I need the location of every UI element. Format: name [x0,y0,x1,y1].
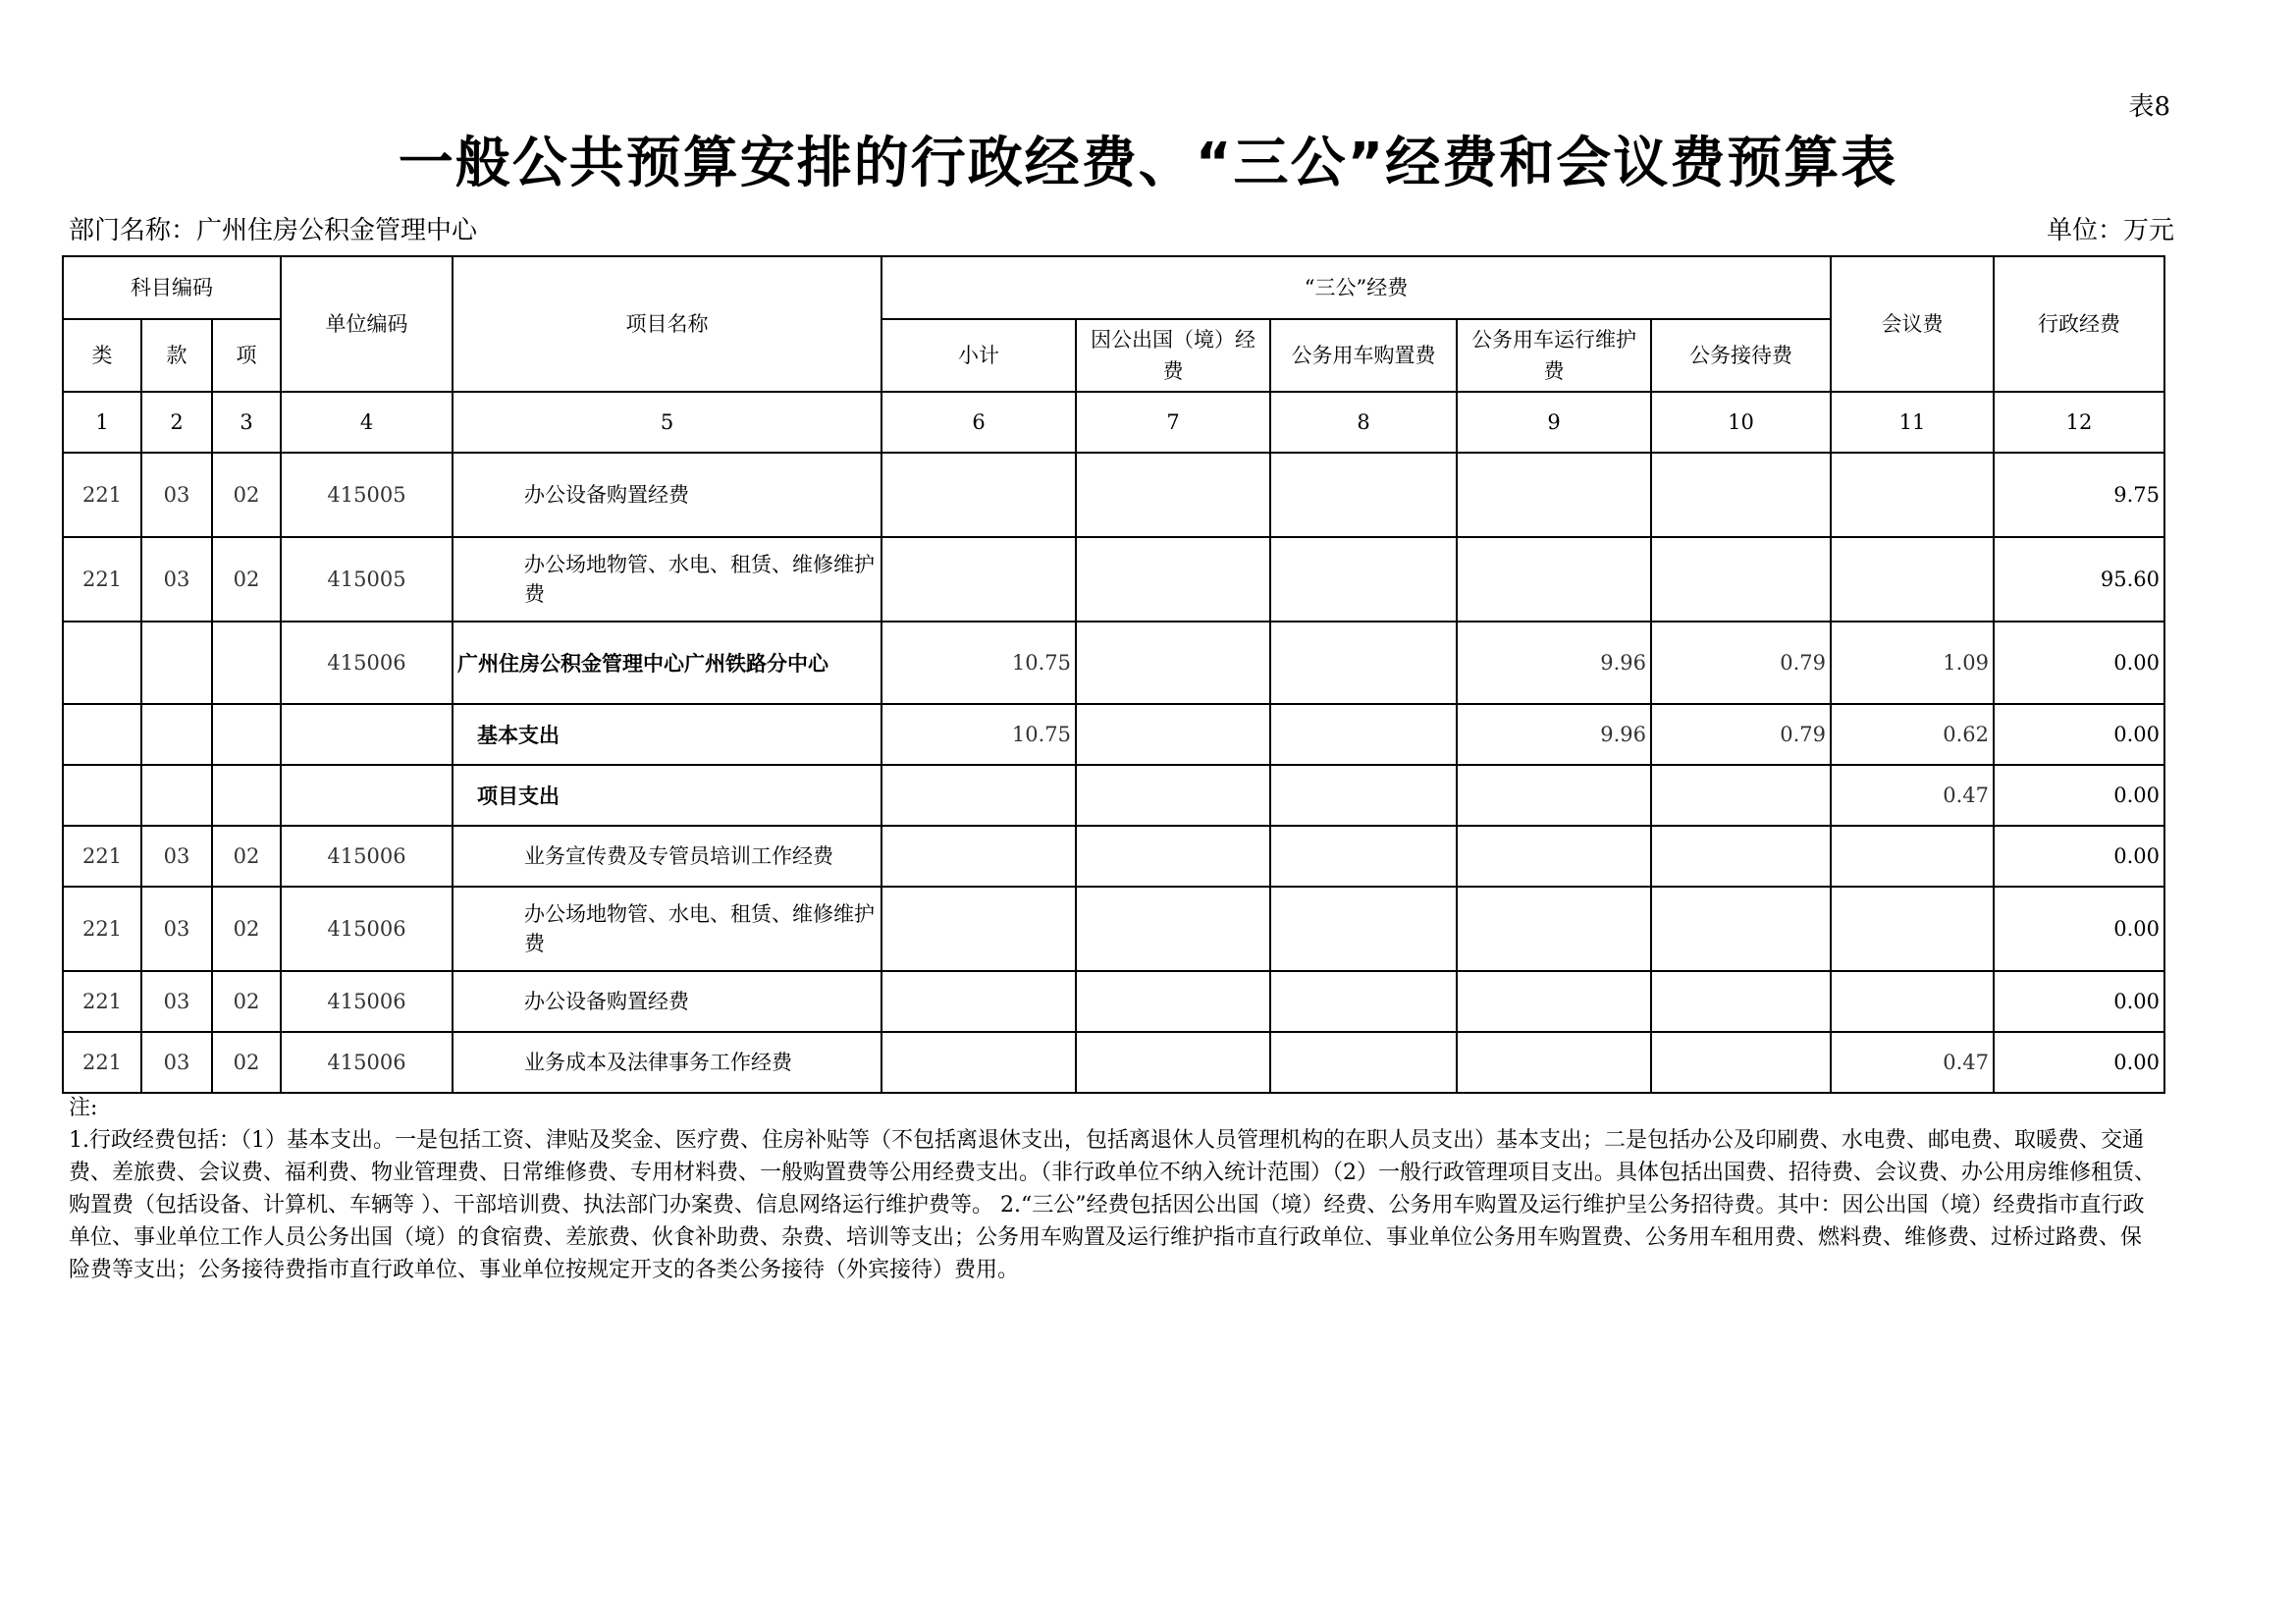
project-name-cell: 办公设备购置经费 [453,971,881,1032]
lei-cell: 221 [63,826,141,887]
kuan-cell [141,622,212,704]
car-maint-cell [1457,1032,1651,1093]
column-number-cell: 2 [141,392,212,453]
reception-cell [1651,1032,1831,1093]
unit-code-cell: 415006 [281,826,453,887]
project-name-cell: 项目支出 [453,765,881,826]
table-number: 表8 [2128,92,2170,122]
column-number-cell: 12 [1994,392,2164,453]
admin-cell: 0.00 [1994,765,2164,826]
table-row [63,887,2164,971]
xiang-cell [212,704,281,765]
header-unit-code: 单位编码 [281,256,453,392]
unit-code-cell [281,765,453,826]
xiang-cell [212,622,281,704]
reception-cell: 0.79 [1651,622,1831,704]
xiang-cell: 02 [212,971,281,1032]
unit-code-cell: 415006 [281,887,453,971]
project-name-cell: 办公设备购置经费 [453,453,881,537]
column-number-cell: 11 [1831,392,1994,453]
meeting-cell [1831,453,1994,537]
car-purchase-cell [1270,1032,1457,1093]
lei-cell: 221 [63,887,141,971]
car-maint-cell [1457,971,1651,1032]
subtotal-cell [881,537,1076,622]
abroad-cell [1076,622,1270,704]
car-maint-cell: 9.96 [1457,622,1651,704]
kuan-cell: 03 [141,887,212,971]
header-reception: 公务接待费 [1651,319,1831,392]
table-row [63,622,2164,704]
table-row [63,537,2164,622]
column-number-cell: 9 [1457,392,1651,453]
car-purchase-cell [1270,453,1457,537]
table-row [63,704,2164,765]
car-purchase-cell [1270,537,1457,622]
notes [69,1092,2160,1286]
lei-cell: 221 [63,971,141,1032]
lei-cell: 221 [63,453,141,537]
unit-code-cell: 415006 [281,622,453,704]
header-kemu: 科目编码 [63,256,281,319]
header-sangong: “三公”经费 [881,256,1831,319]
header-meeting: 会议费 [1831,256,1994,392]
admin-cell: 0.00 [1994,887,2164,971]
reception-cell [1651,537,1831,622]
abroad-cell [1076,537,1270,622]
car-maint-cell [1457,826,1651,887]
lei-cell [63,765,141,826]
car-maint-cell [1457,765,1651,826]
column-number-cell: 6 [881,392,1076,453]
table-row [63,826,2164,887]
reception-cell [1651,826,1831,887]
subtotal-cell: 10.75 [881,704,1076,765]
header-admin: 行政经费 [1994,256,2164,392]
abroad-cell [1076,971,1270,1032]
project-name-cell: 业务成本及法律事务工作经费 [453,1032,881,1093]
kuan-cell [141,765,212,826]
kuan-cell: 03 [141,971,212,1032]
car-maint-cell [1457,537,1651,622]
admin-cell: 95.60 [1994,537,2164,622]
meeting-cell [1831,887,1994,971]
header-car-maint: 公务用车运行维护费 [1457,319,1651,392]
car-purchase-cell [1270,971,1457,1032]
project-name-cell: 基本支出 [453,704,881,765]
abroad-cell [1076,826,1270,887]
car-maint-cell [1457,887,1651,971]
table-row [63,765,2164,826]
car-maint-cell [1457,453,1651,537]
meeting-cell [1831,971,1994,1032]
unit-code-cell: 415006 [281,1032,453,1093]
header-abroad: 因公出国（境）经费 [1076,319,1270,392]
budget-table [62,255,2165,1094]
admin-cell: 0.00 [1994,826,2164,887]
project-name-cell: 业务宣传费及专管员培训工作经费 [453,826,881,887]
admin-cell: 0.00 [1994,704,2164,765]
xiang-cell: 02 [212,887,281,971]
table-row [63,971,2164,1032]
meeting-cell: 0.47 [1831,1032,1994,1093]
header-xiang: 项 [212,319,281,392]
header-car-purchase: 公务用车购置费 [1270,319,1457,392]
xiang-cell: 02 [212,1032,281,1093]
table-row [63,1032,2164,1093]
lei-cell [63,704,141,765]
notes-label: 注: [69,1096,98,1120]
xiang-cell: 02 [212,826,281,887]
car-purchase-cell [1270,826,1457,887]
header-project-name: 项目名称 [453,256,881,392]
notes-text: 1.行政经费包括：（1）基本支出。一是包括工资、津贴及奖金、医疗费、住房补贴等（不包括离退休支出，包括离退休人员管理机构的在职人员支出）基本支出；二是包括办公及印刷费、水电费、邮电费、取暖费、交通费、差旅费、会议费、福利费、物业管理费、日常维修费、专用材料费、一般购置费等公用经费支出。（非行政单位不纳入统计范围）（2）一般行政管理项目支出。具体包括出国费、招待费、会议费、办公用房维修租赁、购置费（包括设备、计算机、车辆等 ）、干部培训费、执法部门办案费、信息网络运行维护费等。 2.“三公”经费包括因公出国（境）经费、公务用车购置及运行维护呈公务招待费。其中：因公出国（境）经费指市直行政单位、事业单位工作人员公务出国（境）的食宿费、差旅费、伙食补助费、杂费、培训等支出；公务用车购置及运行维护指市直行政单位、事业单位公务用车购置费、公务用车租用费、燃料费、维修费、过桥过路费、保险费等支出；公务接待费指市直行政单位、事业单位按规定开支的各类公务接待（外宾接待）费用。 [69,1128,2157,1282]
lei-cell [63,622,141,704]
admin-cell: 0.00 [1994,622,2164,704]
subtotal-cell [881,765,1076,826]
reception-cell: 0.79 [1651,704,1831,765]
header-kuan: 款 [141,319,212,392]
kuan-cell: 03 [141,537,212,622]
admin-cell: 9.75 [1994,453,2164,537]
project-name-cell: 办公场地物管、水电、租赁、维修维护费 [453,887,881,971]
meeting-cell: 0.47 [1831,765,1994,826]
admin-cell: 0.00 [1994,1032,2164,1093]
car-purchase-cell [1270,622,1457,704]
kuan-cell: 03 [141,826,212,887]
project-name-cell: 广州住房公积金管理中心广州铁路分中心 [453,622,881,704]
xiang-cell: 02 [212,453,281,537]
xiang-cell [212,765,281,826]
lei-cell: 221 [63,537,141,622]
car-maint-cell: 9.96 [1457,704,1651,765]
meeting-cell: 1.09 [1831,622,1994,704]
abroad-cell [1076,1032,1270,1093]
column-number-cell: 1 [63,392,141,453]
abroad-cell [1076,887,1270,971]
column-number-row [63,392,2164,453]
car-purchase-cell [1270,887,1457,971]
car-purchase-cell [1270,704,1457,765]
meeting-cell [1831,537,1994,622]
subtotal-cell [881,453,1076,537]
kuan-cell: 03 [141,1032,212,1093]
project-name-cell: 办公场地物管、水电、租赁、维修维护费 [453,537,881,622]
subtotal-cell [881,971,1076,1032]
column-number-cell: 7 [1076,392,1270,453]
unit-code-cell: 415006 [281,971,453,1032]
subtotal-cell [881,1032,1076,1093]
reception-cell [1651,453,1831,537]
column-number-cell: 5 [453,392,881,453]
lei-cell: 221 [63,1032,141,1093]
abroad-cell [1076,453,1270,537]
unit-code-cell: 415005 [281,453,453,537]
reception-cell [1651,971,1831,1032]
header-subtotal: 小计 [881,319,1076,392]
table-row [63,453,2164,537]
column-number-cell: 10 [1651,392,1831,453]
page-title: 一般公共预算安排的行政经费、“三公”经费和会议费预算表 [398,132,1898,195]
car-purchase-cell [1270,765,1457,826]
unit-label: 单位：万元 [2046,216,2174,245]
meeting-cell [1831,826,1994,887]
unit-code-cell [281,704,453,765]
column-number-cell: 3 [212,392,281,453]
xiang-cell: 02 [212,537,281,622]
subtotal-cell: 10.75 [881,622,1076,704]
kuan-cell [141,704,212,765]
column-number-cell: 8 [1270,392,1457,453]
department-label: 部门名称：广州住房公积金管理中心 [69,216,478,245]
abroad-cell [1076,765,1270,826]
header-lei: 类 [63,319,141,392]
subtotal-cell [881,887,1076,971]
kuan-cell: 03 [141,453,212,537]
subtotal-cell [881,826,1076,887]
abroad-cell [1076,704,1270,765]
reception-cell [1651,765,1831,826]
meeting-cell: 0.62 [1831,704,1994,765]
admin-cell: 0.00 [1994,971,2164,1032]
unit-code-cell: 415005 [281,537,453,622]
column-number-cell: 4 [281,392,453,453]
reception-cell [1651,887,1831,971]
